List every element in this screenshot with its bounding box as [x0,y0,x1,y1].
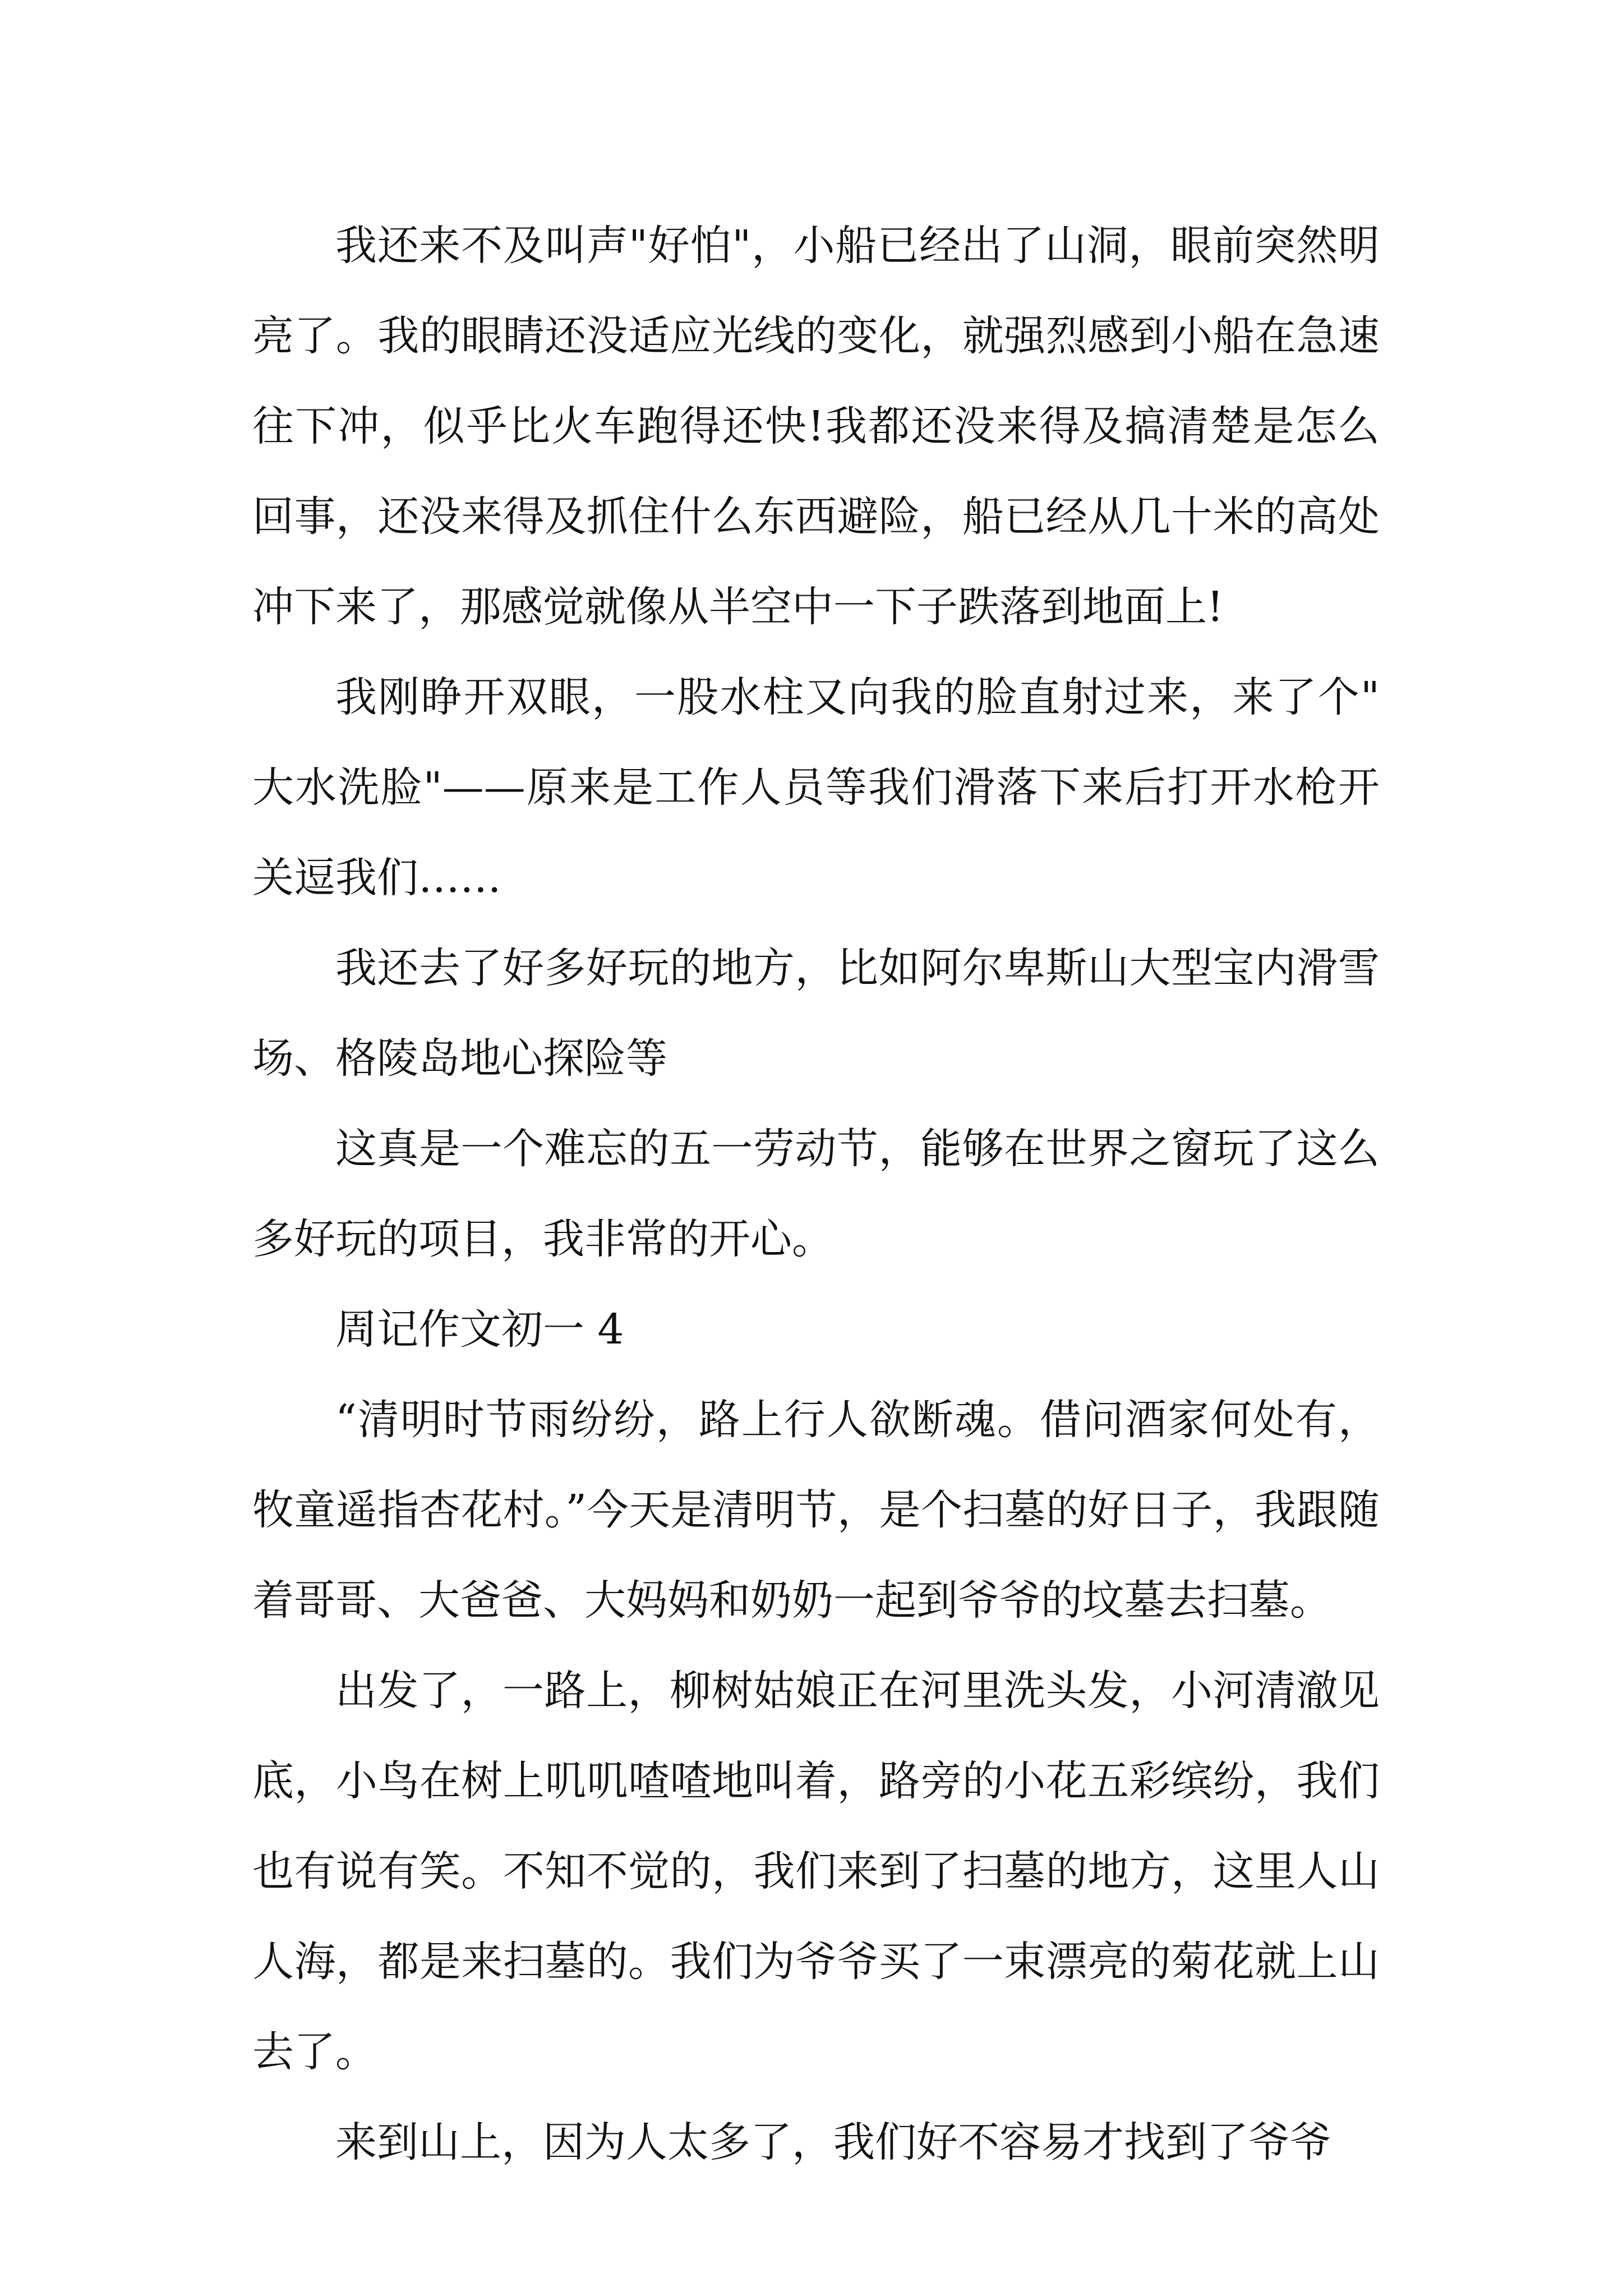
paragraph-labor-day: 这真是一个难忘的五一劳动节，能够在世界之窗玩了这么多好玩的项目，我非常的开心。 [252,1125,1380,1263]
paragraph-journey: 出发了，一路上，柳树姑娘正在河里洗头发，小河清澈见底，小鸟在树上叽叽喳喳地叫着，路旁的小花五彩缤纷，我们也有说有笑。不知不觉的，我们来到了扫墓的地方，这里人山人海，都是来扫墓的。我们为爷爷买了一束漂亮的菊花就上山去了。 [252,1667,1380,2076]
section-heading: 周记作文初一 4 [335,1305,624,1354]
paragraph-water-splash: 我刚睁开双眼，一股水柱又向我的脸直射过来，来了个"大水洗脸"——原来是工作人员等我们滑落下来后打开水枪开关逗我们…… [252,673,1380,902]
paragraph-qingming: “清明时节雨纷纷，路上行人欲断魂。借问酒家何处有，牧童遥指杏花村。”今天是清明节，是个扫墓的好日子，我跟随着哥哥、大爸爸、大妈妈和奶奶一起到爷爷的坟墓去扫墓。 [252,1396,1380,1625]
document-body [252,201,1380,2188]
paragraph-other-places: 我还去了好多好玩的地方，比如阿尔卑斯山大型宝内滑雪场、格陵岛地心探险等 [252,944,1380,1083]
paragraph-mountain: 来到山上，因为人太多了，我们好不容易才找到了爷爷 [335,2118,1331,2166]
paragraph-boat-drop: 我还来不及叫声"好怕"，小船已经出了山洞，眼前突然明亮了。我的眼睛还没适应光线的变化，就强烈感到小船在急速往下冲，似乎比火车跑得还快!我都还没来得及搞清楚是怎么回事，还没来得及抓住什么东西避险，船已经从几十米的高处冲下来了，那感觉就像从半空中一下子跌落到地面上! [252,222,1380,631]
